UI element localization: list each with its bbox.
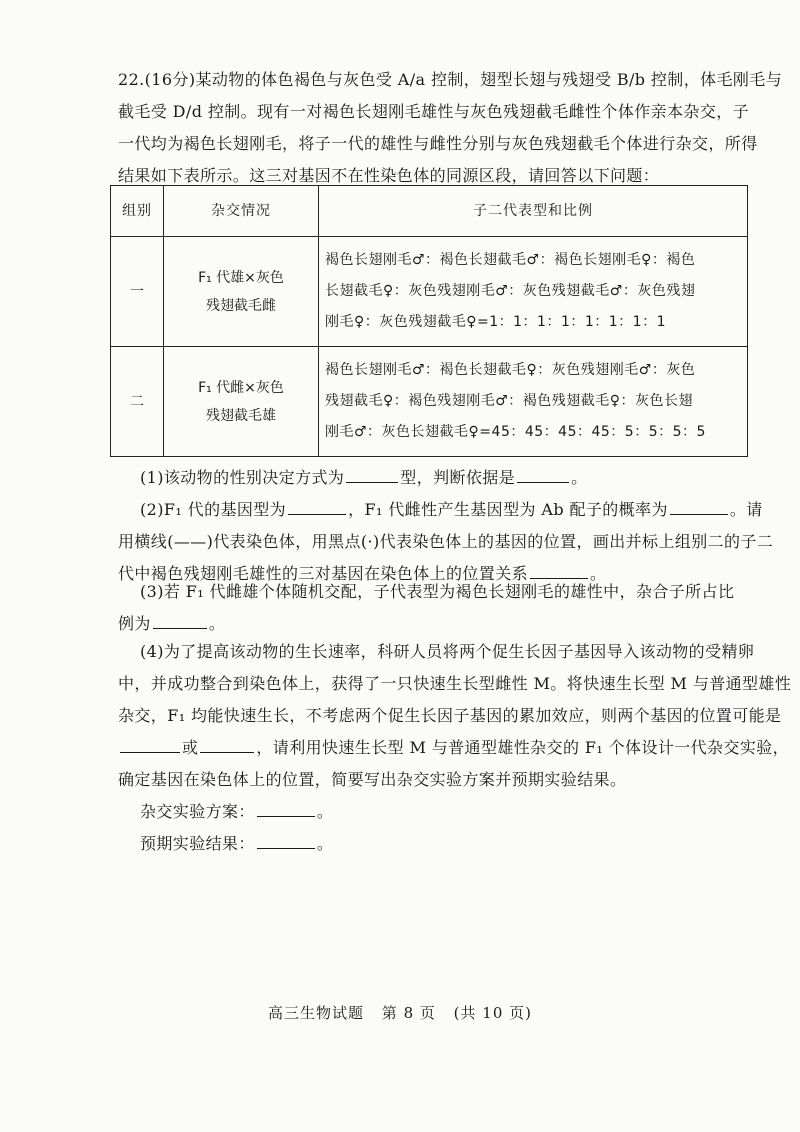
- page-footer: [0, 1002, 800, 1023]
- sub-question-3: (3)若 F₁ 代雌雄个体随机交配，子代表型为褐色长翅刚毛的雄性中，杂合子所占比 例为 。: [118, 582, 735, 633]
- stem-line: 结果如下表所示。这三对基因不在性染色体的同源区段，请回答以下问题：: [118, 166, 660, 185]
- f2-ratio: 褐色长翅刚毛♂：褐色长翅截毛♂：褐色长翅刚毛♀：褐色 长翅截毛♀：灰色残翅刚毛♂：灰色残翅截毛♂：灰色残翅 刚毛♀：灰色残翅截毛♀=1：1：1：1：1：1：1：1: [319, 237, 748, 347]
- footer-page: 第 8 页: [381, 1004, 436, 1022]
- f2-ratio: 褐色长翅刚毛♂：褐色长翅截毛♀：灰色残翅刚毛♂：灰色 残翅截毛♀：褐色残翅刚毛♂：褐色残翅截毛♀：灰色长翅 刚毛♂：灰色长翅截毛♀=45：45：45：45：5：5：5：5: [319, 347, 748, 457]
- table-row: [111, 237, 748, 347]
- answer-blank[interactable]: [120, 734, 180, 753]
- stem-line: 截毛受 D/d 控制。现有一对褐色长翅刚毛雄性与灰色残翅截毛雌性个体作亲本杂交，子: [118, 102, 750, 121]
- table-row: [111, 347, 748, 457]
- answer-blank[interactable]: [257, 830, 315, 849]
- header-group: 组别: [111, 186, 164, 237]
- table-header-row: [111, 186, 748, 237]
- group-label: 一: [111, 237, 164, 347]
- answer-blank[interactable]: [346, 464, 398, 483]
- cross-results-table: [110, 185, 748, 457]
- header-f2-result: 子二代表型和比例: [319, 186, 748, 237]
- question-22-stem: [118, 64, 783, 192]
- sub-question-2: (2)F₁ 代的基因型为 ，F₁ 代雌性产生基因型为 Ab 配子的概率为 。请 用横线(——)代表染色体，用黑点(·)代表染色体上的基因的位置，画出并标上组别二的子二 代中褐色残翅刚毛雄性的三对基因在染色体上的位置关系 。: [118, 494, 758, 590]
- hybrid-plan-prompt: 杂交实验方案： 。: [118, 796, 758, 828]
- cross-description: F₁ 代雌×灰色 残翅截毛雄: [164, 347, 319, 457]
- footer-title: 高三生物试题: [268, 1004, 365, 1022]
- answer-blank[interactable]: [288, 496, 346, 515]
- answer-blank[interactable]: [670, 496, 728, 515]
- sub-question-4: (4)为了提高该动物的生长速率，科研人员将两个促生长因子基因导入该动物的受精卵 中，并成功整合到染色体上，获得了一只快速生长型雌性 M。将快速生长型 M 与普通型雄性 杂交，F₁ 均能快速生长，不考虑两个促生长因子基因的累加效应，则两个基因的位置可能是 或 ，请利用快速生长型 M 与普通型雄性杂交的 F₁ 个体设计一代杂交实验， 确定基因在染色体上的位置，简要写出杂交实验方案并预期实验结果。 杂交实验方案： 。 预期实验结果： 。: [118, 636, 758, 860]
- answer-blank[interactable]: [153, 610, 207, 629]
- sub-question-1: (1)该动物的性别决定方式为 型，判断依据是 。: [118, 462, 758, 494]
- answer-blank[interactable]: [200, 734, 254, 753]
- stem-line: 一代均为褐色长翅刚毛，将子一代的雄性与雌性分别与灰色残翅截毛个体进行杂交，所得: [118, 134, 758, 153]
- expected-result-prompt: 预期实验结果： 。: [118, 828, 758, 860]
- answer-blank[interactable]: [257, 798, 315, 817]
- stem-line: 22.(16分)某动物的体色褐色与灰色受 A/a 控制，翅型长翅与残翅受 B/b 控制，体毛刚毛与: [118, 70, 783, 89]
- footer-total: (共 10 页): [453, 1004, 532, 1022]
- answer-blank[interactable]: [517, 464, 569, 483]
- header-cross: 杂交情况: [164, 186, 319, 237]
- group-label: 二: [111, 347, 164, 457]
- cross-description: F₁ 代雄×灰色 残翅截毛雌: [164, 237, 319, 347]
